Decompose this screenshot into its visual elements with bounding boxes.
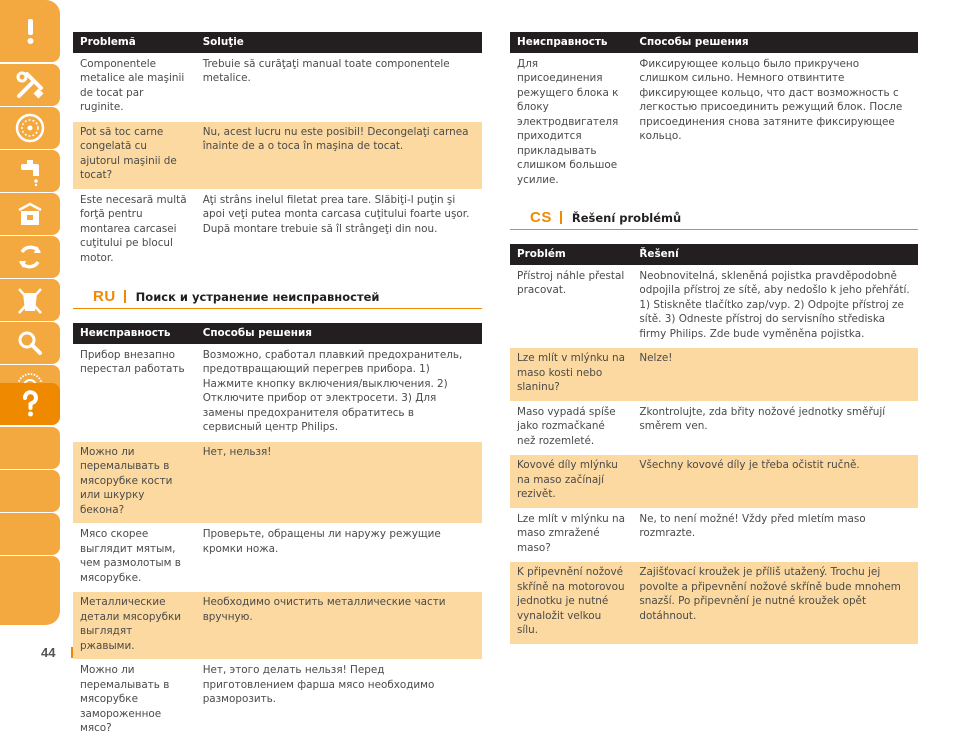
problem-cell: Maso vypadá spíše jako rozmačkané než rozemleté. <box>517 405 616 447</box>
table-row <box>510 401 918 455</box>
solution-cell: Všechny kovové díly je třeba očistit ručně. <box>632 455 918 509</box>
column-header-solution: Способы решения <box>632 32 918 53</box>
solution-cell: Нет, этого делать нельзя! Перед приготовлением фарша мясо необходимо разморозить. <box>202 664 435 705</box>
table-row <box>73 660 482 743</box>
problem-cell: Este necesară multă forţă pentru montarea carcasei cuţitului pe blocul motor. <box>80 193 187 264</box>
solution-cell: Nu, acest lucru nu este posibil! Decongelaţi carnea înainte de a o toca în maşina de tocat. <box>196 121 482 189</box>
problem-cell: Přístroj náhle přestal pracovat. <box>517 269 625 296</box>
column-header-solution: Řešení <box>632 244 918 265</box>
solution-cell: Нет, нельзя! <box>196 441 482 524</box>
recycle-arrows-icon <box>13 240 47 274</box>
problem-cell: Мясо скорее выглядит мятым, чем размолотым в мясорубке. <box>80 528 181 584</box>
sidebar-tab-storage[interactable] <box>0 193 60 235</box>
right-column <box>510 32 918 645</box>
solution-cell: Ne, to není možné! Vždy před mletím maso rozmrazte. <box>639 512 866 539</box>
table-row <box>510 53 918 194</box>
solution-cell: Zkontrolujte, zda břity nožové jednotky směřují směrem ven. <box>639 405 886 432</box>
table-row <box>73 344 482 441</box>
solution-cell: Возможно, сработал плавкий предохранитель, предотвращающий перегрев прибора. 1) Нажмите кнопку включения/выключения. 2) Отключите прибор от электросети. 3) Для замены предохранителя обратитесь в сервисный центр Philips. <box>202 348 463 433</box>
problem-cell: Pot să toc carne congelată cu ajutorul maşinii de tocat? <box>73 121 196 189</box>
language-code: CS <box>530 209 552 226</box>
sidebar-tab-environment[interactable] <box>0 279 60 321</box>
column-header-solution: Способы решения <box>196 323 482 344</box>
table-row <box>73 592 482 660</box>
solution-cell: Фиксирующее кольцо было прикручено слишком сильно. Немного отвинтите фиксирующее кольцо, что даст возможность с легкостью присоединить режущий блок. После присоединения снова затяните фиксирующее кольцо. <box>639 57 903 142</box>
problem-cell: Можно ли перемалывать в мясорубке замороженное мясо? <box>80 664 170 734</box>
table-row <box>510 508 918 562</box>
heading-separator <box>560 211 562 224</box>
problem-cell: Можно ли перемалывать в мясорубке кости или шкурку бекона? <box>73 441 196 524</box>
column-header-solution: Soluţie <box>196 32 482 53</box>
problem-cell: K připevnění nožové skříně na motorovou jednotku je nutné vynaložit velkou sílu. <box>510 562 632 645</box>
solution-cell: Aţi strâns inelul filetat prea tare. Slăbiţi-l puţin şi apoi veţi putea monta carcasa cuţitului foarte uşor. După montare trebuie să îl strângeţi din nou. <box>202 193 470 235</box>
problem-cell: Componentele metalice ale maşinii de tocat par ruginite. <box>80 57 185 113</box>
language-code: RU <box>93 288 116 305</box>
heading-separator <box>124 290 126 303</box>
faucet-icon <box>13 154 47 188</box>
sidebar-tab-blank-1[interactable] <box>0 427 60 469</box>
sidebar-tab-important[interactable] <box>0 0 60 62</box>
problem-cell: Прибор внезапно перестал работать <box>80 348 185 375</box>
storage-box-icon <box>13 197 47 231</box>
column-header-problem: Неисправность <box>510 32 632 53</box>
ru-troubleshooting-table <box>73 323 482 743</box>
table-row <box>73 121 482 189</box>
ro-troubleshooting-table <box>73 32 482 272</box>
ru-troubleshooting-table-continued <box>510 32 918 194</box>
sidebar-tab-troubleshooting[interactable] <box>0 383 60 425</box>
ru-section-heading <box>73 285 482 309</box>
table-row <box>73 189 482 272</box>
table-row <box>510 265 918 348</box>
exclamation-icon <box>13 14 47 48</box>
sidebar-tab-search[interactable] <box>0 322 60 364</box>
magnifier-icon <box>13 326 47 360</box>
cs-troubleshooting-table <box>510 244 918 645</box>
crossed-bin-icon <box>13 283 47 317</box>
section-title: Řešení problémů <box>571 210 682 225</box>
column-header-problem: Неисправность <box>73 323 196 344</box>
problem-cell: Для присоединения режущего блока к блоку электродвигателя приходится прикладывать слишком большое усилие. <box>517 57 619 186</box>
problem-cell: Lze mlít v mlýnku na maso kosti nebo slaninu? <box>510 348 632 402</box>
sidebar-tab-tools[interactable] <box>0 64 60 106</box>
page-number: 44 <box>41 645 56 660</box>
column-header-problem: Problemă <box>73 32 196 53</box>
problem-cell: Металлические детали мясорубки выглядят ржавыми. <box>73 592 196 660</box>
sidebar-tab-blank-5[interactable] <box>0 583 60 625</box>
left-column <box>73 32 482 743</box>
table-row <box>510 455 918 509</box>
table-row <box>73 524 482 592</box>
table-row <box>73 53 482 121</box>
solution-cell: Проверьте, обращены ли наружу режущие кромки ножа. <box>202 528 441 555</box>
solution-cell: Zajišťovací kroužek je příliš utažený. Trochu jej povolte a připevnění nožové skříně bude mnohem snazší. Po připevnění je nutné kroužek opět dotáhnout. <box>632 562 918 645</box>
problem-cell: Kovové díly mlýnku na maso začínají rezivět. <box>510 455 632 509</box>
question-mark-icon <box>13 387 47 421</box>
solution-cell: Neobnovitelná, skleněná pojistka pravděpodobně odpojila přístroj ze sítě, aby nedošlo k jeho přehřátí. 1) Stiskněte tlačítko zap/vyp. 2) Odpojte přístroj ze sítě. 3) Odneste přístroj do servisního střediska firmy Philips. Zde bude vyměněna pojistka. <box>639 269 910 340</box>
solution-cell: Необходимо очистить металлические части вручную. <box>196 592 482 660</box>
sidebar-tab-blank-3[interactable] <box>0 513 60 555</box>
page-number-divider <box>71 647 73 658</box>
section-sidebar <box>0 0 60 625</box>
column-header-problem: Problém <box>510 244 632 265</box>
sidebar-tab-blank-2[interactable] <box>0 470 60 512</box>
section-title: Поиск и устранение неисправностей <box>135 289 380 304</box>
sidebar-tab-replacement[interactable] <box>0 236 60 278</box>
sidebar-tab-discs[interactable] <box>0 107 60 149</box>
solution-cell: Trebuie să curăţaţi manual toate componentele metalice. <box>202 57 450 84</box>
table-row <box>510 348 918 402</box>
sidebar-tab-cleaning[interactable] <box>0 150 60 192</box>
solution-cell: Nelze! <box>632 348 918 402</box>
table-row <box>73 441 482 524</box>
tools-icon <box>13 68 47 102</box>
cutting-disc-icon <box>13 111 47 145</box>
problem-cell: Lze mlít v mlýnku na maso zmražené maso? <box>517 512 625 554</box>
cs-section-heading <box>510 206 918 230</box>
table-row <box>510 562 918 645</box>
